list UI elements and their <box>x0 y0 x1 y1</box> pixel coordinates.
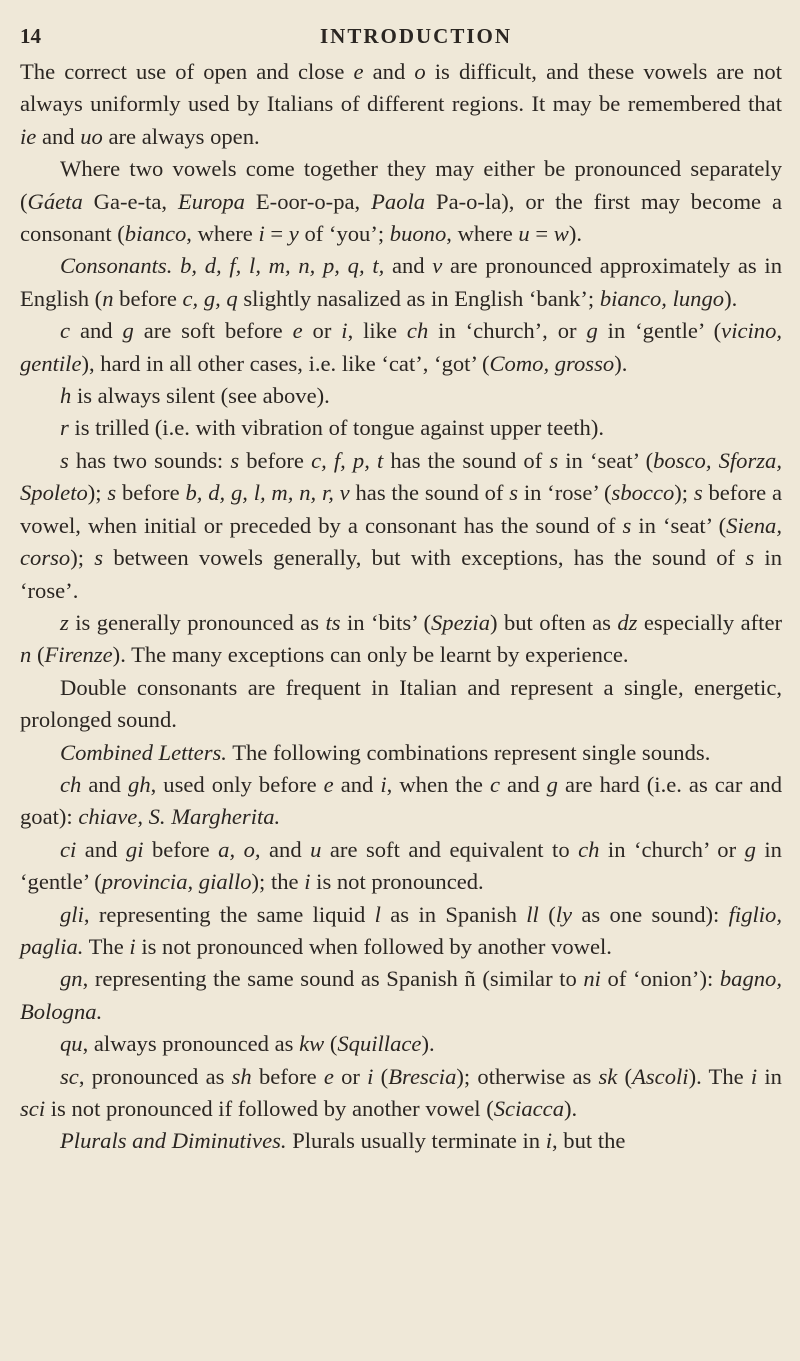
italic-run: ie <box>20 123 37 149</box>
italic-run: v <box>432 253 443 279</box>
italic-run: bianco <box>124 221 187 247</box>
paragraph: sc, pronounced as sh before e or i (Brescia); otherwise as sk (Ascoli). The i in sci is not pronounced if followed by another vowel (Sciacca). <box>20 1063 782 1121</box>
italic-run: i <box>380 771 387 797</box>
paragraph: The correct use of open and close e and o is difficult, and these vowels are not always uniformly used by Italians of different regions. It may be remembered that ie and uo are always open. <box>20 59 782 149</box>
italic-run: bosco, Sforza, Spoleto <box>20 447 782 506</box>
italic-run: gh <box>128 771 151 797</box>
italic-run: Squillace <box>337 1031 422 1057</box>
italic-run: r <box>60 415 69 441</box>
italic-run: ch <box>406 318 429 344</box>
italic-run: e <box>323 771 334 797</box>
paragraph: c and g are soft before e or i, like ch in ‘church’, or g in ‘gentle’ (vicino, gentile), hard in all other cases, i.e. like ‘cat’, ‘got’ (Como, grosso). <box>20 318 783 376</box>
italic-run: g <box>744 836 756 862</box>
italic-run: Gáeta <box>27 188 83 214</box>
italic-run: sbocco <box>611 480 675 506</box>
italic-run: i <box>304 869 311 895</box>
italic-run: i <box>545 1128 552 1154</box>
italic-run: n <box>102 285 114 311</box>
running-head: INTRODUCTION <box>319 24 513 48</box>
italic-run: Brescia <box>388 1063 457 1089</box>
italic-run: gi <box>125 836 144 862</box>
italic-run: ci <box>60 836 77 862</box>
italic-run: y <box>288 221 299 247</box>
italic-run: s <box>622 512 632 538</box>
page-header <box>20 18 782 52</box>
italic-run: b, d, f, l, m, n, p, q, t, <box>180 253 385 279</box>
body-text <box>20 56 782 1158</box>
italic-run: gn <box>60 966 83 992</box>
paragraph: h is always silent (see above). <box>60 383 330 409</box>
italic-run: uo <box>80 123 103 149</box>
italic-run: c, g, q <box>182 285 238 311</box>
italic-run: Paola <box>371 188 426 214</box>
italic-run: u <box>310 836 322 862</box>
italic-run: g <box>122 318 134 344</box>
italic-run: e <box>323 1063 334 1089</box>
paragraph: ci and gi before a, o, and u are soft and equivalent to ch in ‘church’ or g in ‘gentle’ (provincia, giallo); the i is not pronounced. <box>20 836 782 895</box>
italic-run: c <box>489 771 500 797</box>
paragraph: Combined Letters. The following combinations represent single sounds. <box>60 739 711 765</box>
italic-run: Consonants. <box>60 253 173 279</box>
italic-run: Sciacca <box>493 1096 565 1121</box>
italic-run: sc <box>60 1063 79 1089</box>
paragraph: Where two vowels come together they may either be pronounced separately (Gáeta Ga-e-ta, Europa E-oor-o-pa, Paola Pa-o-la), or the first may become a consonant (bianco, where i = y of ‘you’; buono, where u = w). <box>20 156 783 247</box>
italic-run: z <box>60 609 69 635</box>
italic-run: l <box>374 901 381 927</box>
paragraph: Consonants. b, d, f, l, m, n, p, q, t, and v are pronounced approximately as in English (n before c, g, q slightly nasalized as in English ‘bank’; bianco, lungo). <box>20 253 783 311</box>
italic-run: provincia, giallo <box>101 869 252 895</box>
italic-run: figlio, paglia. <box>20 901 782 959</box>
italic-run: h <box>60 383 72 409</box>
italic-run: Europa <box>177 188 245 214</box>
italic-run: Siena, corso <box>20 512 782 571</box>
italic-run: Como, grosso <box>489 350 615 376</box>
italic-run: e <box>292 318 303 344</box>
italic-run: Firenze <box>44 642 113 668</box>
italic-run: Ascoli <box>632 1063 689 1089</box>
italic-run: a, o, <box>218 836 261 862</box>
italic-run: s <box>230 447 240 473</box>
paragraph: z is generally pronounced as ts in ‘bits’ (Spezia) but often as dz especially after n (Firenze). The many exceptions can only be learnt by experience. <box>20 609 782 668</box>
italic-run: buono <box>389 221 447 247</box>
paragraph: Double consonants are frequent in Italian and represent a single, energetic, prolonged sound. <box>20 674 782 733</box>
italic-run: vicino, gentile <box>20 318 783 376</box>
italic-run: ni <box>583 966 601 992</box>
italic-run: w <box>553 221 569 247</box>
italic-run: c, f, p, t <box>311 447 384 473</box>
italic-run: i <box>367 1063 374 1089</box>
italic-run: dz <box>617 609 638 635</box>
italic-run: i <box>750 1063 758 1089</box>
italic-run: sh <box>231 1063 252 1089</box>
italic-run: bagno, Bologna. <box>20 966 782 1024</box>
paragraph: s has two sounds: s before c, f, p, t has the sound of s in ‘seat’ (bosco, Sforza, Spoleto); s before b, d, g, l, m, n, r, v has the sound of s in ‘rose’ (sbocco); s before a vowel, when initial or preceded by a consonant has the sound of s in ‘seat’ (Siena, corso); s between vowels generally, but with exceptions, has the sound of s in ‘rose’. <box>20 447 783 603</box>
italic-run: i <box>341 318 348 344</box>
italic-run: Plurals and Diminutives. <box>60 1128 287 1154</box>
italic-run: Combined Letters. <box>60 739 227 765</box>
paragraph: r is trilled (i.e. with vibration of tongue against upper teeth). <box>60 415 605 441</box>
italic-run: s <box>693 480 703 506</box>
paragraph: gn, representing the same sound as Spanish ñ (similar to ni of ‘onion’): bagno, Bologna. <box>20 966 782 1024</box>
italic-run: s <box>60 447 69 473</box>
italic-run: c <box>60 318 71 344</box>
italic-run: s <box>94 545 104 571</box>
paragraph: qu, always pronounced as kw (Squillace). <box>60 1031 435 1057</box>
italic-run: ll <box>526 901 539 927</box>
italic-run: i <box>129 933 136 959</box>
italic-run: Spezia <box>431 609 490 635</box>
italic-run: chiave, S. Margherita. <box>78 804 281 830</box>
italic-run: ch <box>578 836 600 862</box>
italic-run: gli <box>60 901 84 927</box>
italic-run: kw <box>299 1031 325 1057</box>
italic-run: sci <box>20 1096 46 1121</box>
italic-run: g <box>586 318 598 344</box>
italic-run: s <box>549 447 559 473</box>
paragraph: Plurals and Diminutives. Plurals usually terminate in i, but the <box>60 1128 626 1154</box>
italic-run: ly <box>555 901 573 927</box>
italic-run: qu <box>60 1031 83 1057</box>
italic-run: e <box>353 59 364 84</box>
paragraph: ch and gh, used only before e and i, when the c and g are hard (i.e. as car and goat): chiave, S. Margherita. <box>20 771 782 830</box>
italic-run: ch <box>60 771 82 797</box>
italic-run: s <box>107 480 117 506</box>
italic-run: s <box>509 480 519 506</box>
italic-run: b, d, g, l, m, n, r, v <box>185 480 350 506</box>
italic-run: sk <box>598 1063 618 1089</box>
italic-run: s <box>745 545 755 571</box>
italic-run: u <box>518 221 530 247</box>
italic-run: o <box>414 59 426 84</box>
page-number: 14 <box>20 24 41 48</box>
italic-run: n <box>20 642 32 668</box>
paragraph: gli, representing the same liquid l as in Spanish ll (ly as one sound): figlio, paglia. The i is not pronounced when followed by another vowel. <box>20 901 782 959</box>
italic-run: i <box>258 221 265 247</box>
italic-run: bianco, lungo <box>599 285 725 311</box>
italic-run: ts <box>325 609 341 635</box>
italic-run: g <box>546 771 558 797</box>
